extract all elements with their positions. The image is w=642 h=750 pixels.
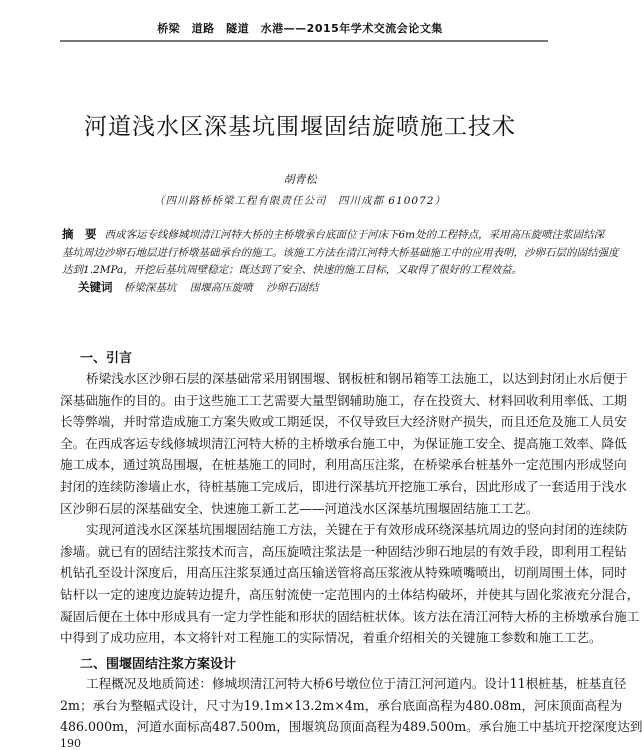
section-body-design [60,673,642,738]
section-heading-design: 二、围堰固结注浆方案设计 [80,657,237,672]
section-body-introduction [60,368,640,649]
keyword: 桥梁深基坑 [123,282,177,294]
body-line: 2m；承台为整幅式设计，尺寸为19.1m×13.2m×4m，承台底面高程为480.08m，河床顶面高程为 [60,697,623,713]
affiliation: （四川路桥桥梁工程有限责任公司 四川成都 610072） [154,195,446,207]
abstract-label: 摘 要 [62,227,97,241]
body-line: 全。在西成客运专线修城坝清江河特大桥的主桥墩承台施工中，为保证施工安全、提高施工效率、降低 [60,435,627,451]
keywords-label: 关键词 [78,280,113,294]
abstract-line: 达到1.2MPa，开挖后基坑周壁稳定；既达到了安全、快速的施工目标，又取得了很好的工程效益。 [62,264,523,276]
header-rule [60,40,548,42]
abstract-line: 基坑周边沙卵石地层进行桥墩基础承台的施工。该施工方法在清江河特大桥基础施工中的应用表明，沙卵石层的固结强度 [62,246,619,259]
keywords [78,279,329,295]
body-line: 桥梁浅水区沙卵石层的深基础常采用钢围堰、钢板桩和钢吊箱等工法施工，以达到封闭止水后便于 [86,371,628,386]
page-number: 190 [60,737,81,750]
body-line: 实现河道浅水区深基坑围堰固结施工方法，关键在于有效形成环绕深基坑周边的竖向封闭的连续防 [86,522,628,538]
paper-title: 河道浅水区深基坑围堰固结旋喷施工技术 [84,114,516,140]
body-line: 施工成本，通过筑岛围堰，在桩基施工的同时，利用高压注浆，在桥梁承台桩基外一定范围内形成竖向 [60,457,627,473]
section-heading-introduction: 一、引言 [80,351,133,366]
body-line: 中得到了成功应用，本文将针对工程施工的实际情况，着重介绍相关的关键施工参数和施工工艺。 [60,630,602,646]
body-line: 工程概况及地质简述：修城坝清江河特大桥6号墩位位于清江河河道内。设计11根桩基，桩基直径 [86,676,627,691]
body-line: 凝固后便在土体中形成具有一定力学性能和形状的固结桩状体。该方法在清江河特大桥的主桥墩承台施工 [60,608,640,624]
body-line: 深基础施作的目的。由于这些施工工艺需要大量型钢辅助施工，存在投资大、材料回收利用率低、工期 [60,392,627,408]
author: 胡青松 [283,173,317,186]
abstract [62,226,619,280]
keyword: 围堰高压旋喷 [189,282,253,294]
body-line: 封闭的连续防渗墙止水，待桩基施工完成后，即进行深基坑开挖施工承台，因此形成了一套适用于浅水 [60,478,627,494]
body-line: 钻杆以一定的速度边旋转边提升，高压射流使一定范围内的土体结构破坏，并使其与固化浆液充分混合， [60,586,640,602]
running-header: 桥梁 道路 隧道 水港——2015年学术交流会论文集 [157,22,443,35]
body-line: 长等弊端，并时常造成施工方案失败或工期延误，不仅导致巨大经济财产损失，而且还危及施工人员安 [60,414,627,430]
abstract-line: 摘 要 西成客运专线修城坝清江河特大桥的主桥墩承台底面位于河床下6m处的工程特点，采用高压旋喷注浆固结深 [62,227,605,241]
body-line: 机钻孔至设计深度后，用高压注浆泵通过高压输送管将高压浆液从特殊喷嘴喷出，切削周围土体，同时 [60,565,627,581]
keyword: 沙卵石固结 [266,282,319,294]
body-line: 区沙卵石层的深基础安全、快速施工新工艺——河道浅水区深基坑围堰固结施工工艺。 [60,500,539,516]
body-line: 486.000m，河道水面标高487.500m，围堰筑岛顶面高程为489.500m。承台施工中基坑开挖深度达到 [60,719,642,735]
body-line: 渗墙。就已有的固结注浆技术而言，高压旋喷注浆法是一种固结沙卵石地层的有效手段，即利用工程钻 [60,543,627,559]
